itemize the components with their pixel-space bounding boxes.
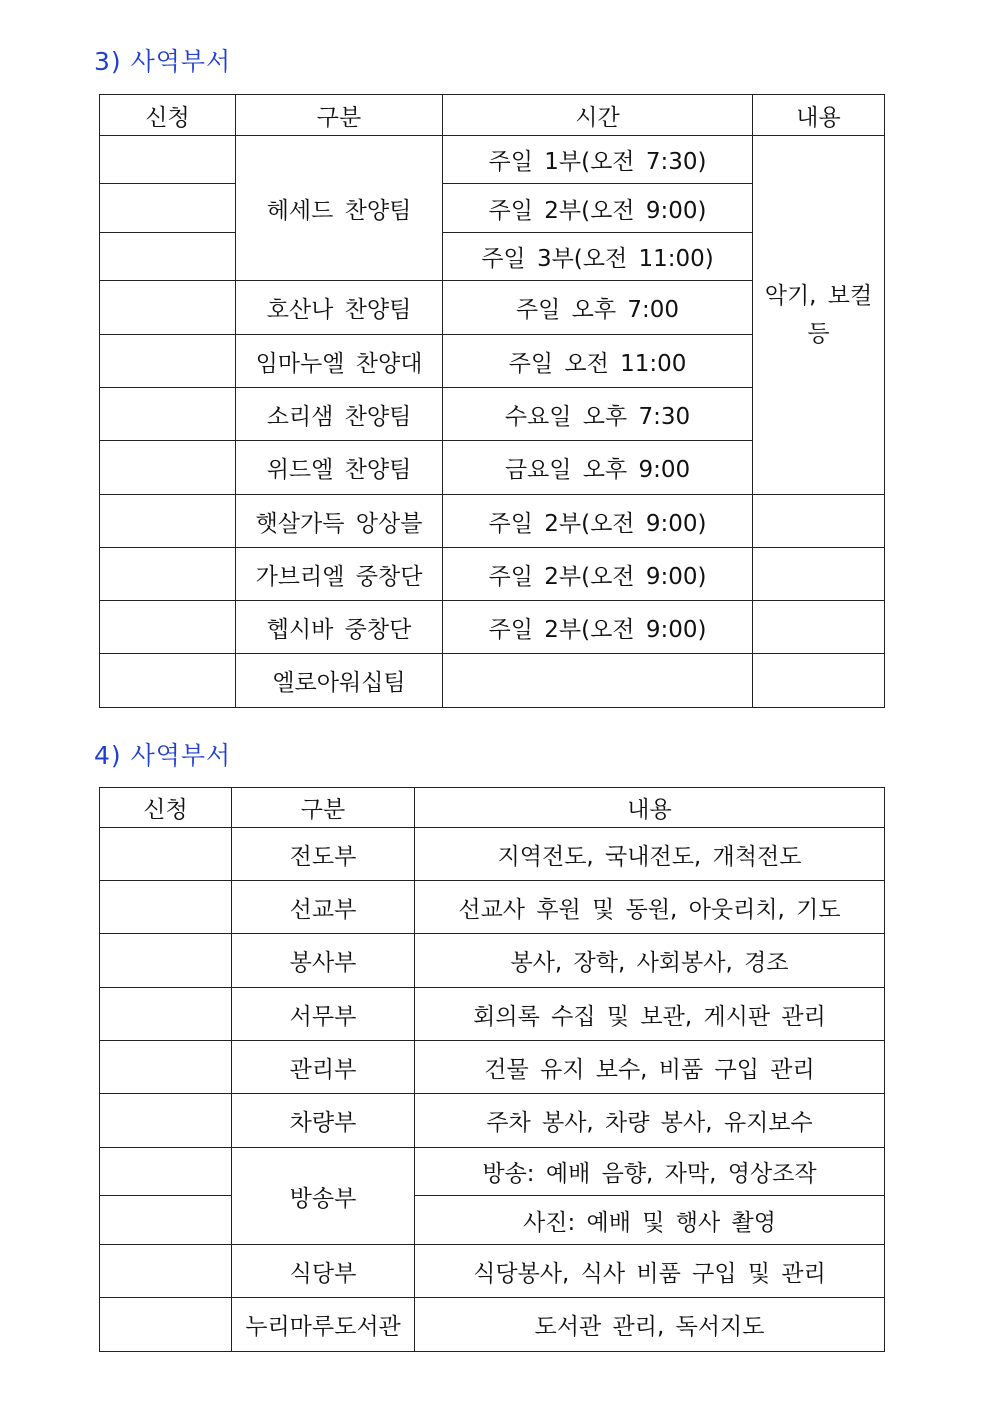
apply-cell[interactable] [100,988,232,1041]
content-cell [753,601,885,654]
table-header-row [100,788,885,828]
table-row [100,136,885,184]
table-row [100,881,885,934]
time-cell: 주일 오후 7:00 [443,281,753,335]
time-cell: 주일 2부(오전 9:00) [443,601,753,654]
dept-cell: 전도부 [232,828,415,881]
category-cell: 위드엘 찬양팀 [236,441,443,495]
dept-cell: 선교부 [232,881,415,934]
header-content: 내용 [415,788,885,828]
apply-cell[interactable] [100,934,232,988]
apply-cell[interactable] [100,441,236,495]
apply-cell[interactable] [100,233,236,281]
category-cell: 햇살가득 앙상블 [236,495,443,548]
apply-cell[interactable] [100,1041,232,1094]
apply-cell[interactable] [100,184,236,233]
apply-cell[interactable] [100,828,232,881]
apply-cell[interactable] [100,1094,232,1148]
content-cell: 도서관 관리, 독서지도 [415,1298,885,1352]
time-cell: 금요일 오후 9:00 [443,441,753,495]
dept-cell: 누리마루도서관 [232,1298,415,1352]
dept-cell: 차량부 [232,1094,415,1148]
table-row [100,934,885,988]
table-header-row [100,95,885,136]
content-cell [753,495,885,548]
apply-cell[interactable] [100,1196,232,1245]
apply-cell[interactable] [100,281,236,335]
apply-cell[interactable] [100,1148,232,1196]
table-row [100,548,885,601]
content-cell: 봉사, 장학, 사회봉사, 경조 [415,934,885,988]
apply-cell[interactable] [100,881,232,934]
time-cell: 수요일 오후 7:30 [443,388,753,441]
category-cell: 임마누엘 찬양대 [236,335,443,388]
header-category: 구분 [232,788,415,828]
content-cell: 주차 봉사, 차량 봉사, 유지보수 [415,1094,885,1148]
content-cell: 방송: 예배 음향, 자막, 영상조작 [415,1148,885,1196]
apply-cell[interactable] [100,388,236,441]
apply-cell[interactable] [100,1298,232,1352]
category-cell: 소리샘 찬양팀 [236,388,443,441]
apply-cell[interactable] [100,1245,232,1298]
dept-cell: 봉사부 [232,934,415,988]
category-cell: 호산나 찬양팀 [236,281,443,335]
section-4-title: 4) 사역부서 [94,741,232,770]
dept-cell: 식당부 [232,1245,415,1298]
table-row [100,1041,885,1094]
table-row [100,495,885,548]
category-cell: 가브리엘 중창단 [236,548,443,601]
category-cell: 헵시바 중창단 [236,601,443,654]
category-cell: 엘로아워십팀 [236,654,443,708]
section-3-title: 3) 사역부서 [94,47,232,76]
table-row [100,654,885,708]
table-row [100,1148,885,1196]
apply-cell[interactable] [100,601,236,654]
table-row [100,601,885,654]
table-row [100,1245,885,1298]
dept-cell: 서무부 [232,988,415,1041]
header-apply: 신청 [100,95,236,136]
time-cell [443,654,753,708]
ministry-table-4 [99,787,885,1352]
ministry-table-3 [99,94,885,708]
time-cell: 주일 2부(오전 9:00) [443,495,753,548]
dept-cell: 방송부 [232,1148,415,1245]
time-cell: 주일 3부(오전 11:00) [443,233,753,281]
content-cell: 지역전도, 국내전도, 개척전도 [415,828,885,881]
dept-cell: 관리부 [232,1041,415,1094]
content-cell: 식당봉사, 식사 비품 구입 및 관리 [415,1245,885,1298]
content-cell-merged: 악기, 보컬 등 [753,136,885,495]
header-content: 내용 [753,95,885,136]
apply-cell[interactable] [100,335,236,388]
content-cell: 선교사 후원 및 동원, 아웃리치, 기도 [415,881,885,934]
time-cell: 주일 2부(오전 9:00) [443,548,753,601]
header-category: 구분 [236,95,443,136]
content-cell: 사진: 예배 및 행사 촬영 [415,1196,885,1245]
time-cell: 주일 1부(오전 7:30) [443,136,753,184]
content-cell [753,548,885,601]
table-row [100,1298,885,1352]
time-cell: 주일 2부(오전 9:00) [443,184,753,233]
header-time: 시간 [443,95,753,136]
table-row [100,1196,885,1245]
apply-cell[interactable] [100,136,236,184]
header-apply: 신청 [100,788,232,828]
content-cell: 회의록 수집 및 보관, 게시판 관리 [415,988,885,1041]
category-cell: 헤세드 찬양팀 [236,136,443,281]
time-cell: 주일 오전 11:00 [443,335,753,388]
apply-cell[interactable] [100,495,236,548]
apply-cell[interactable] [100,548,236,601]
table-row [100,1094,885,1148]
table-row [100,988,885,1041]
table-row [100,828,885,881]
content-cell: 건물 유지 보수, 비품 구입 관리 [415,1041,885,1094]
apply-cell[interactable] [100,654,236,708]
content-cell [753,654,885,708]
